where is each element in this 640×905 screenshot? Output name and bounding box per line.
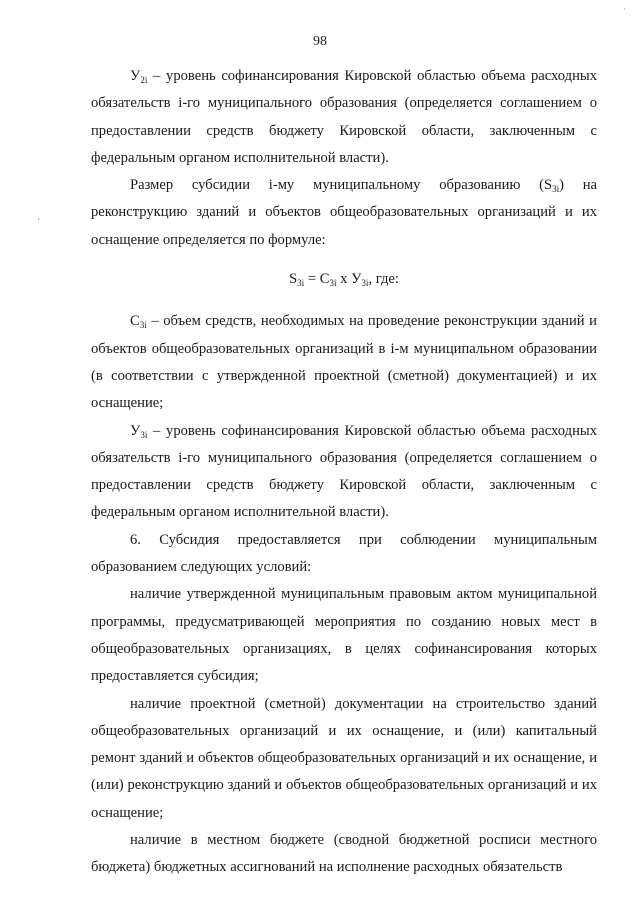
symbol-c: C <box>130 313 140 330</box>
formula-subscript: 3i <box>329 278 337 289</box>
formula-subscript: 3i <box>297 278 305 289</box>
symbol-y: У <box>130 68 141 84</box>
paragraph-c3-definition <box>91 308 597 417</box>
page-number: 98 <box>313 34 327 49</box>
formula-subscript: 3i <box>361 278 369 289</box>
formula <box>91 266 597 293</box>
intro-text-b: ) на реконструкцию зданий и объектов общеобразовательных организаций и их оснащение определяется по формуле: <box>91 177 597 248</box>
definition-text: – объем средств, необходимых на проведение реконструкции зданий и объектов общеобразовательных организаций в i-м муниципальном образовании (в соответствии с утвержденной проектной (сметной) документацией) и их оснащение; <box>91 313 597 412</box>
formula-tail: , где: <box>368 271 399 288</box>
symbol-subscript: 3i <box>552 184 560 195</box>
formula-y: x У <box>336 271 362 288</box>
paragraph-condition-documentation: наличие проектной (сметной) документации на строительство зданий общеобразовательных организаций и их оснащение, и (или) капитальный ремонт зданий и объектов общеобразовательных организаций и их оснащение, и (или) реконструкцию зданий и объектов общеобразовательных организаций и их оснащение; <box>91 695 597 821</box>
paragraph-s3-intro <box>91 172 597 254</box>
paragraph-condition-program: наличие утвержденной муниципальным правовым актом муниципальной программы, предусматривающей мероприятия по созданию новых мест в общеобразовательных организациях, в целях софинансирования которых предоставляется субсидия; <box>91 586 597 685</box>
paragraph-y2-definition <box>91 63 597 172</box>
definition-text: – уровень софинансирования Кировской областью объема расходных обязательств i-го муниципального образования (определяется соглашением о предоставлении средств бюджету Кировской области, заключенным с федеральным органом исполнительной власти). <box>91 422 597 521</box>
symbol-subscript: 2i <box>140 75 148 85</box>
paragraph-condition-budget: наличие в местном бюджете (сводной бюджетной росписи местного бюджета) бюджетных ассигнований на исполнение расходных обязательств <box>91 832 597 876</box>
symbol-subscript: 3i <box>139 320 147 331</box>
intro-text-a: Размер субсидии i-му муниципальному образованию (S <box>130 177 553 194</box>
symbol-subscript: 3i <box>140 429 148 440</box>
formula-s: S <box>289 271 298 288</box>
paragraph-y3-definition <box>91 418 597 527</box>
formula-c: = C <box>304 271 330 288</box>
paragraph-section-6: 6. Субсидия предоставляется при соблюдении муниципальным образованием следующих условий: <box>91 531 597 576</box>
definition-text: – уровень софинансирования Кировской областью объема расходных обязательств i-го муниципального образования (определяется соглашением о предоставлении средств бюджету Кировской области, заключенным с федеральным органом исполнительной власти). <box>91 68 597 166</box>
document-body <box>91 63 597 882</box>
margin-speck <box>38 218 39 220</box>
symbol-y: У <box>130 422 141 439</box>
corner-mark: · <box>623 4 626 14</box>
